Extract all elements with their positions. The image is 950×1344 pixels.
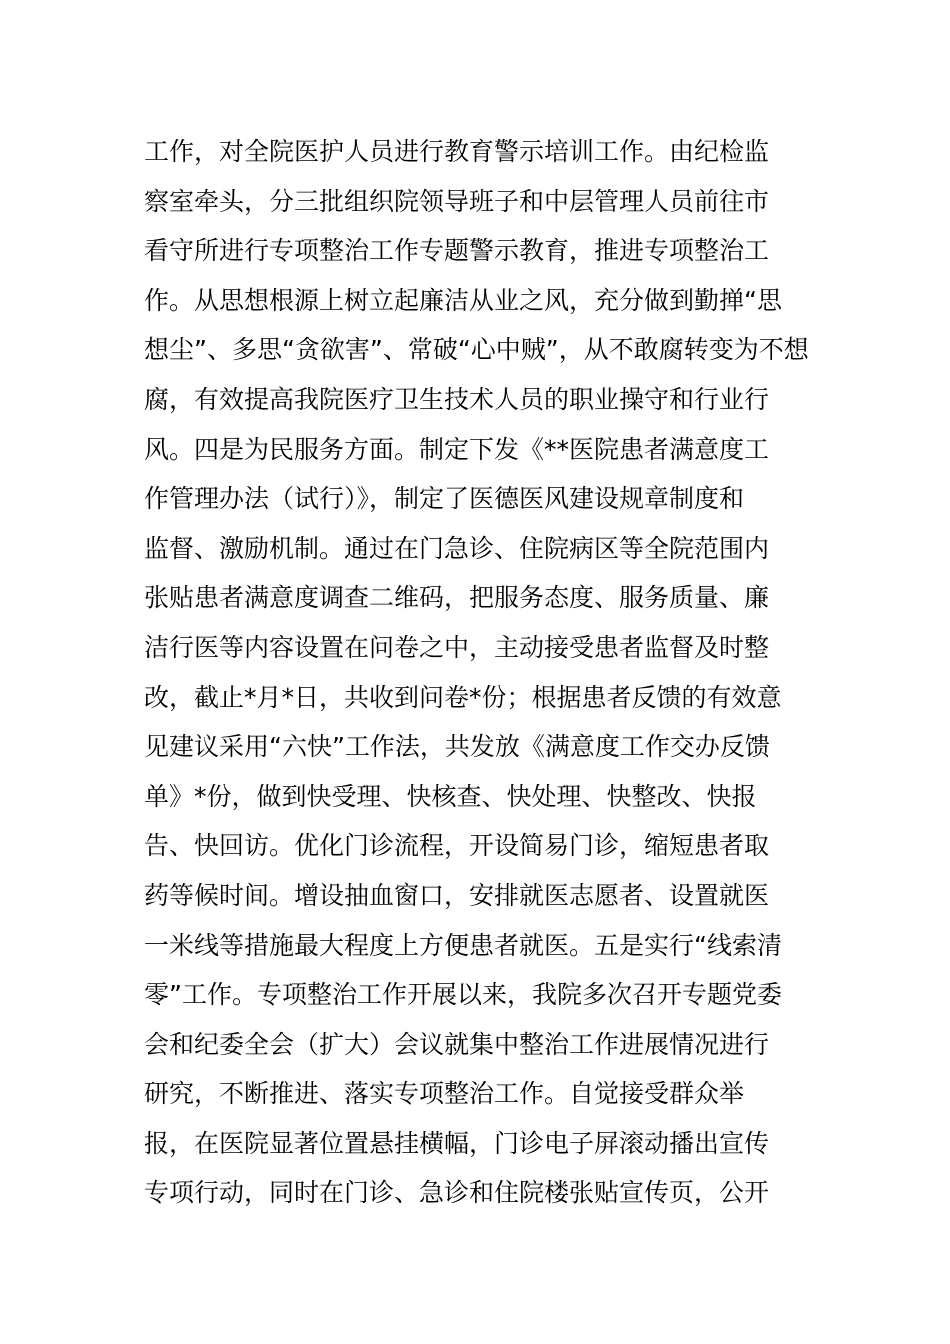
text-line: 腐，有效提高我院医疗卫生技术人员的职业操守和行业行 bbox=[144, 384, 770, 414]
text-line: 想尘”、多思“贪欲害”、常破“心中贼”，从不敢腐转变为不想 bbox=[144, 335, 809, 365]
text-line: 见建议采用“六快”工作法，共发放《满意度工作交办反馈 bbox=[144, 732, 770, 762]
text-line: 单》*份，做到快受理、快核查、快处理、快整改、快报 bbox=[144, 781, 757, 811]
text-line: 专项行动，同时在门诊、急诊和住院楼张贴宣传页，公开 bbox=[144, 1178, 770, 1208]
text-line: 研究，不断推进、落实专项整治工作。自觉接受群众举 bbox=[144, 1079, 745, 1109]
text-line: 报，在医院显著位置悬挂横幅，门诊电子屏滚动播出宣传 bbox=[144, 1128, 770, 1158]
body-text bbox=[144, 127, 824, 1218]
text-line: 会和纪委全会（扩大）会议就集中整治工作进展情况进行 bbox=[144, 1029, 770, 1059]
text-line: 工作，对全院医护人员进行教育警示培训工作。由纪检监 bbox=[144, 137, 770, 166]
text-line: 洁行医等内容设置在问卷之中，主动接受患者监督及时整 bbox=[144, 632, 770, 662]
text-line: 监督、激励机制。通过在门急诊、住院病区等全院范围内 bbox=[144, 533, 770, 563]
text-line: 告、快回访。优化门诊流程，开设简易门诊，缩短患者取 bbox=[144, 831, 770, 861]
text-line: 改，截止*月*日，共收到问卷*份；根据患者反馈的有效意 bbox=[144, 682, 782, 712]
text-line: 看守所进行专项整治工作专题警示教育，推进专项整治工 bbox=[144, 236, 770, 266]
text-line: 零”工作。专项整治工作开展以来，我院多次召开专题党委 bbox=[144, 980, 782, 1010]
text-line: 察室牵头，分三批组织院领导班子和中层管理人员前往市 bbox=[144, 186, 770, 216]
text-line: 风。四是为民服务方面。制定下发《**医院患者满意度工 bbox=[144, 434, 770, 464]
text-line: 张贴患者满意度调查二维码，把服务态度、服务质量、廉 bbox=[144, 583, 770, 613]
text-line: 作管理办法（试行）》，制定了医德医风建设规章制度和 bbox=[144, 484, 745, 514]
text-line: 作。从思想根源上树立起廉洁从业之风，充分做到勤掸“思 bbox=[144, 285, 782, 315]
text-line: 药等候时间。增设抽血窗口，安排就医志愿者、设置就医 bbox=[144, 880, 770, 910]
text-line: 一米线等措施最大程度上方便患者就医。五是实行“线索清 bbox=[144, 930, 782, 960]
